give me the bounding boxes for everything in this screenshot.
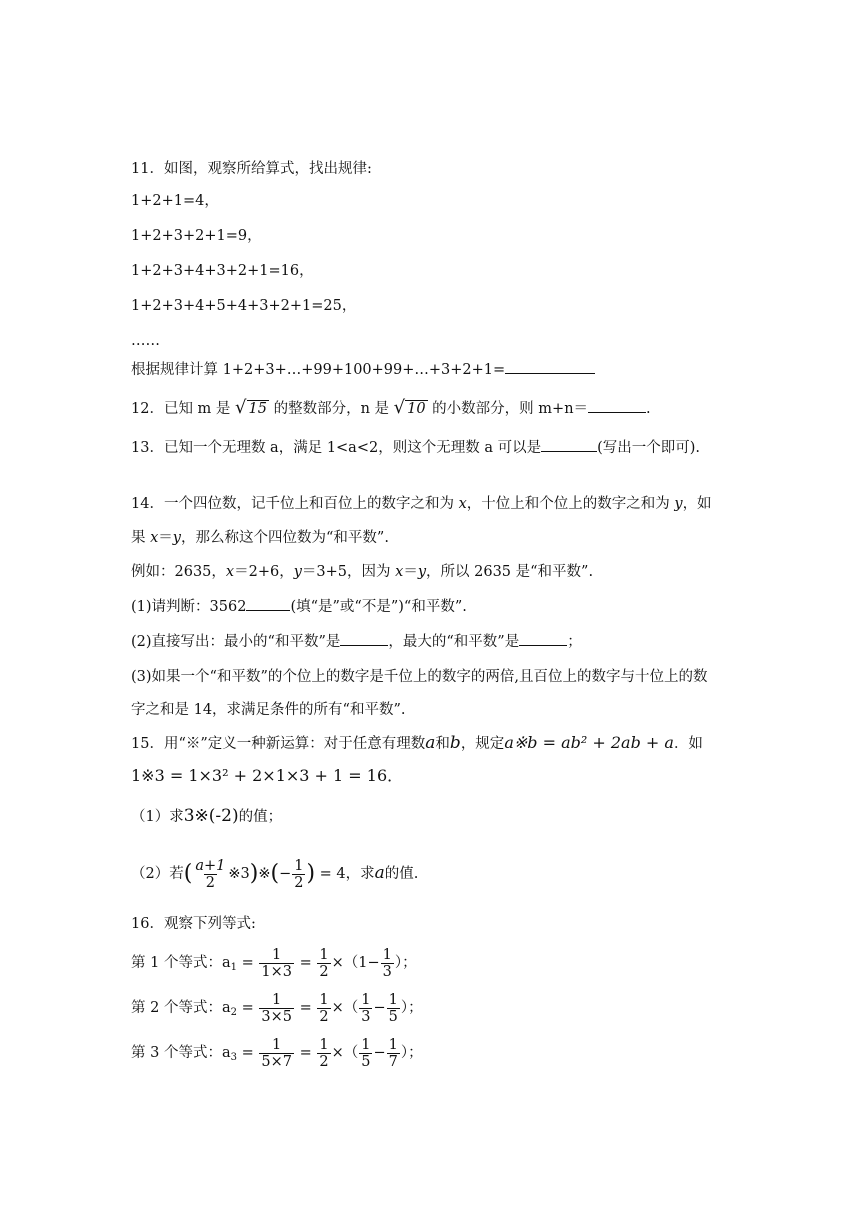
q13-text-2: (写出一个即可). (597, 440, 701, 456)
q12-text-1: 12．已知 m 是 (131, 401, 236, 417)
fraction: $\frac{1}{2}$ (319, 1036, 329, 1070)
text: (1)请判断：3562 (131, 599, 247, 615)
text: 15．用“※”定义一种新运算：对于任意有理数 (131, 736, 426, 752)
denominator: 7 (388, 1053, 398, 1070)
q15-part-2: （2）若( $\frac{a+1}{2}$ ※3)※(− $\frac{1}{2}$ ) = 4，求a的值. (131, 857, 419, 891)
var-b: b (449, 733, 461, 753)
text: (2)直接写出：最小的“和平数”是 (131, 634, 341, 650)
fraction: $\frac{1}{5\times 7}$ (261, 1036, 292, 1070)
q12 (131, 398, 651, 419)
fraction: $\frac{1}{5}$ (361, 1036, 371, 1070)
q11-ellipsis: …… (131, 333, 160, 349)
text: (填“是”或“不是”)“和平数”. (290, 599, 467, 615)
q14-part-2 (131, 632, 582, 652)
fraction: $\frac{1}{1\times 3}$ (261, 946, 292, 980)
var-y: y (293, 564, 302, 580)
denominator: 5 (388, 1008, 398, 1025)
fraction: $\frac{1}{7}$ (388, 1036, 398, 1070)
q13-text-1: 13．已知一个无理数 a，满足 1<a<2，则这个无理数 a 可以是 (131, 440, 542, 456)
denominator: 3 (382, 963, 392, 980)
q12-text-2: 的整数部分，n 是 (268, 401, 394, 417)
text: 和 (435, 736, 450, 752)
paren: ) (306, 861, 316, 886)
denominator: 3×5 (261, 1008, 292, 1025)
var-x: x (225, 564, 235, 580)
text: ，规定 (460, 736, 505, 752)
q11-eq-3: 1+2+3+4+3+2+1=16， (131, 263, 314, 279)
text: （1）求 (131, 809, 184, 825)
eq-label: 第 3 个等式： (131, 1045, 222, 1061)
radicand: 15 (248, 401, 267, 417)
text: ； (567, 634, 582, 650)
answer-blank[interactable] (588, 399, 646, 413)
q15-example (131, 766, 403, 786)
var-x: x (150, 530, 159, 546)
text: ，那么称这个四位数为“和平数”. (181, 530, 389, 546)
text: 的值； (238, 809, 283, 825)
text: 果 (131, 530, 151, 546)
eq-label: 第 2 个等式： (131, 1000, 222, 1016)
fraction: $\frac{1}{3}$ (361, 991, 371, 1025)
answer-blank[interactable] (505, 360, 595, 374)
var-y: y (172, 530, 181, 546)
q14-part-1 (131, 597, 467, 617)
fraction: $\frac{1}{3}$ (382, 946, 392, 980)
text: ，十位上和个位上的数字之和为 (466, 496, 675, 512)
q16-eq-2: 第 2 个等式：$a_2$ = $\frac{1}{3\times 5}$ = $\frac{1}{2}$ ×（ $\frac{1}{3}$ − $\frac{1}{5}$ ）； (131, 991, 423, 1025)
text: ．如 (673, 736, 703, 752)
text: 的值. (384, 866, 419, 882)
q14-line-2 (131, 528, 389, 548)
sqrt-15: √ 15 (235, 397, 267, 418)
denominator: 1×3 (261, 963, 292, 980)
text: ，如 (682, 496, 712, 512)
text: ． (387, 766, 404, 785)
fraction: $\frac{1}{2}$ (294, 857, 304, 891)
eq-label: 第 1 个等式： (131, 955, 222, 971)
text: ，求 (345, 866, 375, 882)
text: ＝ (158, 530, 173, 546)
q11-eq-1: 1+2+1=4， (131, 193, 219, 209)
q16-eq-1: 第 1 个等式：$a_1$ = $\frac{1}{1\times 3}$ = $\frac{1}{2}$ ×（1− $\frac{1}{3}$ ）； (131, 946, 417, 980)
text: ，所以 2635 是“和平数”. (426, 564, 594, 580)
q16-eq-3: 第 3 个等式：$a_3$ = $\frac{1}{5\times 7}$ = $\frac{1}{2}$ ×（ $\frac{1}{5}$ − $\frac{1}{7}$ ）； (131, 1036, 423, 1070)
text: 例如：2635， (131, 564, 226, 580)
fraction: $\frac{1}{2}$ (319, 946, 329, 980)
var-a: a (425, 733, 436, 753)
q14-line-1 (131, 494, 712, 514)
q14-example (131, 562, 593, 582)
text: ，最大的“和平数”是 (388, 634, 520, 650)
text: ＝3+5，因为 (301, 564, 396, 580)
expression: 3※(-2) (183, 806, 239, 826)
paren: ( (183, 861, 193, 886)
definition-formula: a※b = ab² + 2ab + a (504, 733, 674, 752)
q11-eq-2: 1+2+3+2+1=9， (131, 228, 262, 244)
radicand: 10 (407, 401, 426, 417)
q16-intro: 16．观察下列等式: (131, 916, 256, 932)
fraction: $\frac{1}{2}$ (319, 991, 329, 1025)
q12-text-3: 的小数部分，则 m+n＝ (427, 401, 589, 417)
q15-line-1 (131, 733, 703, 754)
example-formula: 1※3 = 1×3² + 2×1×3 + 1 = 16 (131, 766, 388, 785)
fraction: $\frac{1}{3\times 5}$ (261, 991, 292, 1025)
var-x: x (458, 496, 467, 512)
q11-question-text: 根据规律计算 1+2+3+…+99+100+99+…+3+2+1= (131, 362, 506, 378)
fraction: $\frac{1}{5}$ (388, 991, 398, 1025)
denominator: 5×7 (261, 1053, 292, 1070)
sqrt-10: √ 10 (393, 397, 426, 418)
text: 14．一个四位数，记千位上和百位上的数字之和为 (131, 496, 459, 512)
var-y: y (417, 564, 427, 580)
q14-part-3-cont: 字之和是 14，求满足条件的所有“和平数”. (131, 702, 406, 718)
q14-part-3: (3)如果一个“和平数”的个位上的数字是千位上的数字的两倍,且百位上的数字与十位上的数 (131, 669, 708, 685)
text: ＝ (403, 564, 418, 580)
text: （2）若 (131, 866, 184, 882)
var-a: a (374, 863, 385, 883)
q11-eq-4: 1+2+3+4+5+4+3+2+1=25， (131, 298, 357, 314)
var-x: x (395, 564, 404, 580)
q11-intro: 11．如图，观察所给算式，找出规律: (131, 161, 372, 177)
q11-question (131, 360, 595, 380)
var-y: y (674, 496, 683, 512)
answer-blank[interactable] (246, 597, 290, 611)
q12-text-4: . (646, 401, 651, 417)
paren: ( (270, 861, 280, 886)
q15-part-1 (131, 806, 282, 827)
q13 (131, 438, 700, 458)
answer-blank[interactable] (541, 438, 597, 452)
answer-blank[interactable] (340, 632, 388, 646)
text: ＝2+6， (234, 564, 294, 580)
fraction: $\frac{a+1}{2}$ (195, 857, 226, 891)
answer-blank[interactable] (519, 632, 567, 646)
paren: ) (249, 861, 259, 886)
